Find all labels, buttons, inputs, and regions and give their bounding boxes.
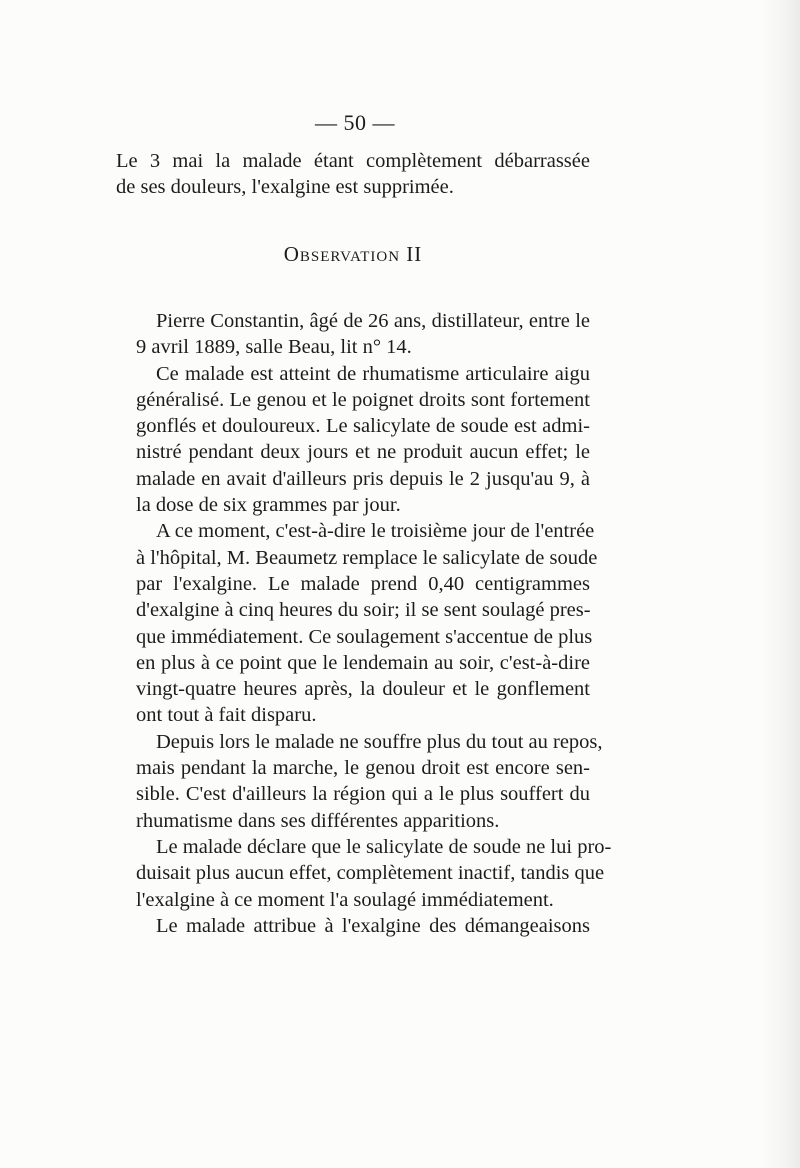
paragraph	[116, 361, 590, 519]
text-line: Depuis lors le malade ne souffre plus du tout au repos,	[156, 730, 603, 753]
text-line: par l'exalgine. Le malade prend 0,40 centigrammes	[136, 572, 590, 595]
text-line: sible. C'est d'ailleurs la région qui a le plus souffert du	[136, 783, 590, 806]
text-line: l'exalgine à ce moment l'a soulagé immédiatement.	[136, 888, 554, 911]
text-line: Le 3 mai la malade étant complètement débarrassée	[116, 150, 590, 172]
text-line: rhumatisme dans ses différentes apparitions.	[136, 809, 500, 832]
text-line: de ses douleurs, l'exalgine est supprimée.	[116, 176, 454, 199]
text-line: généralisé. Le genou et le poignet droits sont fortement	[136, 388, 590, 411]
page-edge-shadow	[760, 0, 800, 1168]
top-paragraph	[116, 148, 590, 201]
text-line: duisait plus aucun effet, complètement inactif, tandis que	[136, 862, 605, 885]
text-line: gonflés et douloureux. Le salicylate de soude est admi-	[136, 415, 590, 438]
text-line: que immédiatement. Ce soulagement s'accentue de plus	[136, 625, 593, 648]
text-line: Le malade attribue à l'exalgine des démangeaisons	[156, 914, 590, 937]
paragraph	[116, 913, 590, 939]
text-line: Ce malade est atteint de rhumatisme articulaire aigu	[156, 362, 590, 385]
observation-heading: Observation II	[283, 242, 423, 266]
text-line: nistré pendant deux jours et ne produit aucun effet; le	[136, 441, 590, 464]
text-line: malade en avait d'ailleurs pris depuis le 2 jusqu'au 9, à	[136, 467, 590, 490]
paragraph	[116, 518, 598, 728]
text-line: la dose de six grammes par jour.	[136, 494, 401, 517]
page-number: — 50 —	[315, 110, 395, 135]
text-line: Le malade déclare que le salicylate de soude ne lui pro-	[156, 835, 612, 858]
paragraph	[116, 308, 590, 361]
paragraph	[116, 729, 603, 834]
text-line: en plus à ce point que le lendemain au soir, c'est-à-dire	[136, 651, 590, 674]
text-line: d'exalgine à cinq heures du soir; il se sent soulagé pres-	[136, 599, 591, 622]
text-line: ont tout à fait disparu.	[136, 704, 317, 727]
text-line: à l'hôpital, M. Beaumetz remplace le salicylate de soude	[136, 546, 598, 569]
text-line: mais pendant la marche, le genou droit est encore sen-	[136, 757, 590, 780]
paragraph	[116, 834, 612, 913]
body-text	[116, 308, 612, 939]
text-line: Pierre Constantin, âgé de 26 ans, distillateur, entre le	[156, 310, 590, 332]
text-line: A ce moment, c'est-à-dire le troisième jour de l'entrée	[156, 520, 595, 543]
text-line: 9 avril 1889, salle Beau, lit n° 14.	[136, 336, 412, 359]
text-line: vingt-quatre heures après, la douleur et le gonflement	[136, 678, 590, 701]
